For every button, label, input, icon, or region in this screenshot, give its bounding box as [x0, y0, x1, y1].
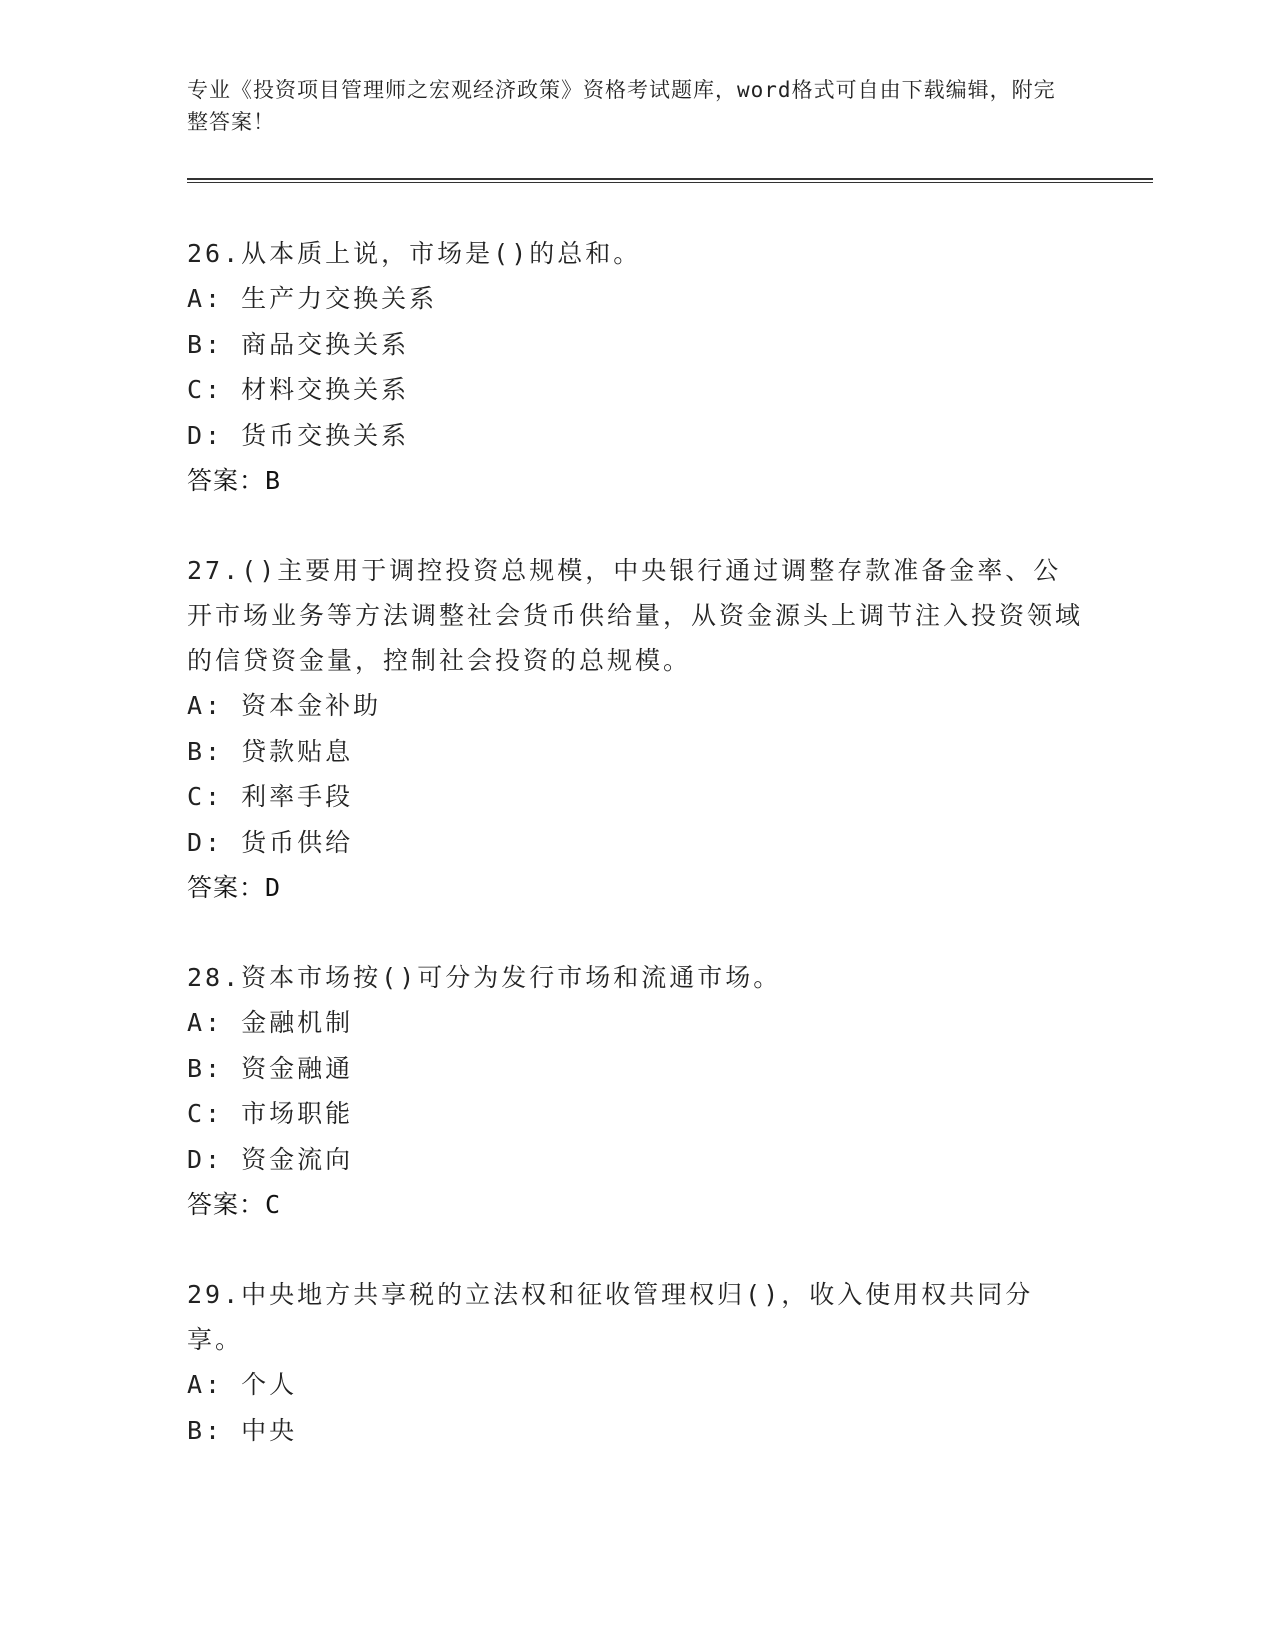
question-26 — [187, 231, 1087, 548]
question-spacer — [187, 1227, 1087, 1272]
question-28 — [187, 955, 1087, 1272]
header-divider-thick — [187, 178, 1153, 180]
answer-line: 答案：D — [187, 873, 282, 902]
option-c: C: 材料交换关系 — [187, 375, 410, 404]
question-stem: 28.资本市场按()可分为发行市场和流通市场。 — [187, 963, 782, 992]
option-d: D: 资金流向 — [187, 1144, 354, 1174]
question-stem: 27.()主要用于调控投资总规模，中央银行通过调整存款准备金率、公开市场业务等方法调整社会货币供给量，从资金源头上调节注入投资领域的信贷资金量，控制社会投资的总规模。 — [187, 556, 1084, 675]
option-b: B: 商品交换关系 — [187, 329, 410, 359]
answer-line: 答案：B — [187, 466, 282, 495]
option-b: B: 资金融通 — [187, 1053, 354, 1083]
question-29 — [187, 1272, 1087, 1453]
header-divider-thin — [187, 182, 1153, 183]
question-list — [187, 231, 1087, 1453]
question-spacer — [187, 910, 1087, 955]
option-a: A: 资本金补助 — [187, 691, 382, 720]
question-27 — [187, 548, 1087, 955]
document-header: 专业《投资项目管理师之宏观经济政策》资格考试题库，word格式可自由下载编辑，附完整答案！ — [187, 78, 1056, 134]
question-stem: 26.从本质上说，市场是()的总和。 — [187, 239, 642, 268]
option-b: B: 中央 — [187, 1415, 298, 1445]
question-stem: 29.中央地方共享税的立法权和征收管理权归()，收入使用权共同分享。 — [187, 1280, 1034, 1354]
option-a: A: 个人 — [187, 1370, 298, 1399]
option-a: A: 生产力交换关系 — [187, 284, 438, 313]
option-b: B: 贷款贴息 — [187, 736, 354, 766]
option-a: A: 金融机制 — [187, 1008, 354, 1037]
question-spacer — [187, 503, 1087, 548]
option-c: C: 市场职能 — [187, 1099, 354, 1128]
option-c: C: 利率手段 — [187, 782, 354, 811]
option-d: D: 货币交换关系 — [187, 420, 410, 450]
answer-line: 答案：C — [187, 1190, 282, 1219]
option-d: D: 货币供给 — [187, 827, 354, 857]
